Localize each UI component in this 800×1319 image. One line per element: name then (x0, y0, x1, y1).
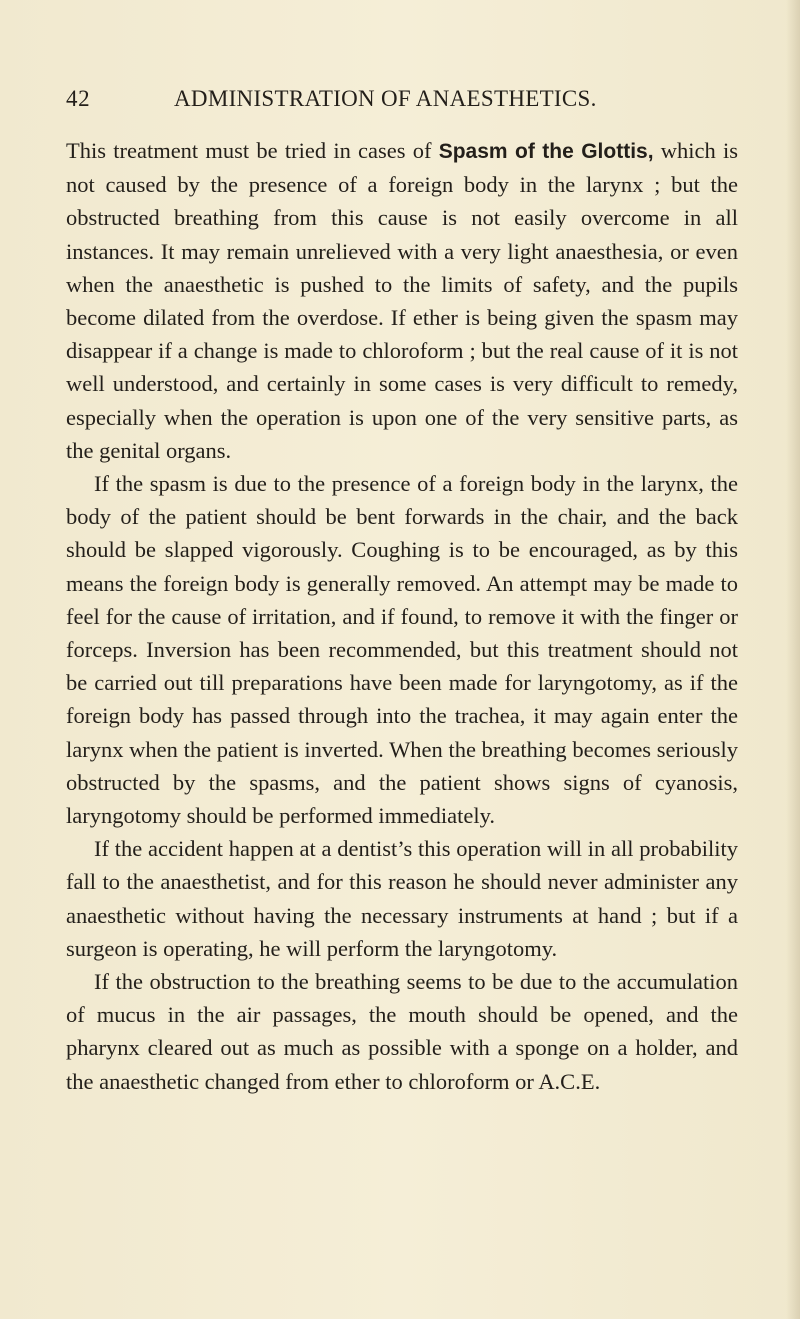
spasm-of-glottis-heading: Spasm of the Glottis, (438, 140, 654, 163)
page-number: 42 (66, 86, 91, 111)
paragraph-4: If the obstruction to the breathing seems to be due to the accumulation of mucus in the air passages, the mouth should be opened, and the pharynx cleared out as much as possible with a sponge on a holder, and the anaesthetic changed from ether to chloroform or A.C.E. (66, 969, 738, 1094)
page-header (66, 86, 738, 118)
paragraph-1-lead: This treatment must be tried in cases of (66, 138, 439, 163)
paragraph-1-rest: which is not caused by the presence of a foreign body in the larynx ; but the obstructed breathing from this cause is not easily overcome in all instances. It may remain unrelieved with a very light anaesthesia, or even when the anaesthetic is pushed to the limits of safety, and the pupils become dilated from the overdose. If ether is being given the spasm may disappear if a change is made to chloroform ; but the real cause of it is not well understood, and certainly in some cases is very difficult to remedy, especially when the operation is upon one of the very sensitive parts, as the genital organs. (66, 138, 738, 463)
page-edge-shadow (786, 0, 800, 1319)
paragraph-2: If the spasm is due to the presence of a foreign body in the larynx, the body of the patient should be bent forwards in the chair, and the back should be slapped vigorously. Coughing is to be encouraged, as by this means the foreign body is generally removed. An attempt may be made to feel for the cause of irritation, and if found, to remove it with the finger or forceps. Inversion has been recommended, but this treatment should not be carried out till preparations have been made for laryngotomy, as if the foreign body has passed through into the trachea, it may again enter the larynx when the patient is inverted. When the breathing becomes seriously obstructed by the spasms, and the patient shows signs of cyanosis, laryngotomy should be performed immediately. (66, 471, 738, 829)
paragraph-1 (66, 134, 738, 467)
body-text (66, 134, 738, 1098)
paragraph-3: If the accident happen at a dentist’s this operation will in all probability fall to the anaesthetist, and for this reason he should never administer any anaesthetic without having the necessary instruments at hand ; but if a surgeon is operating, he will perform the laryngotomy. (66, 836, 738, 961)
running-head: ADMINISTRATION OF ANAESTHETICS. (174, 86, 597, 111)
